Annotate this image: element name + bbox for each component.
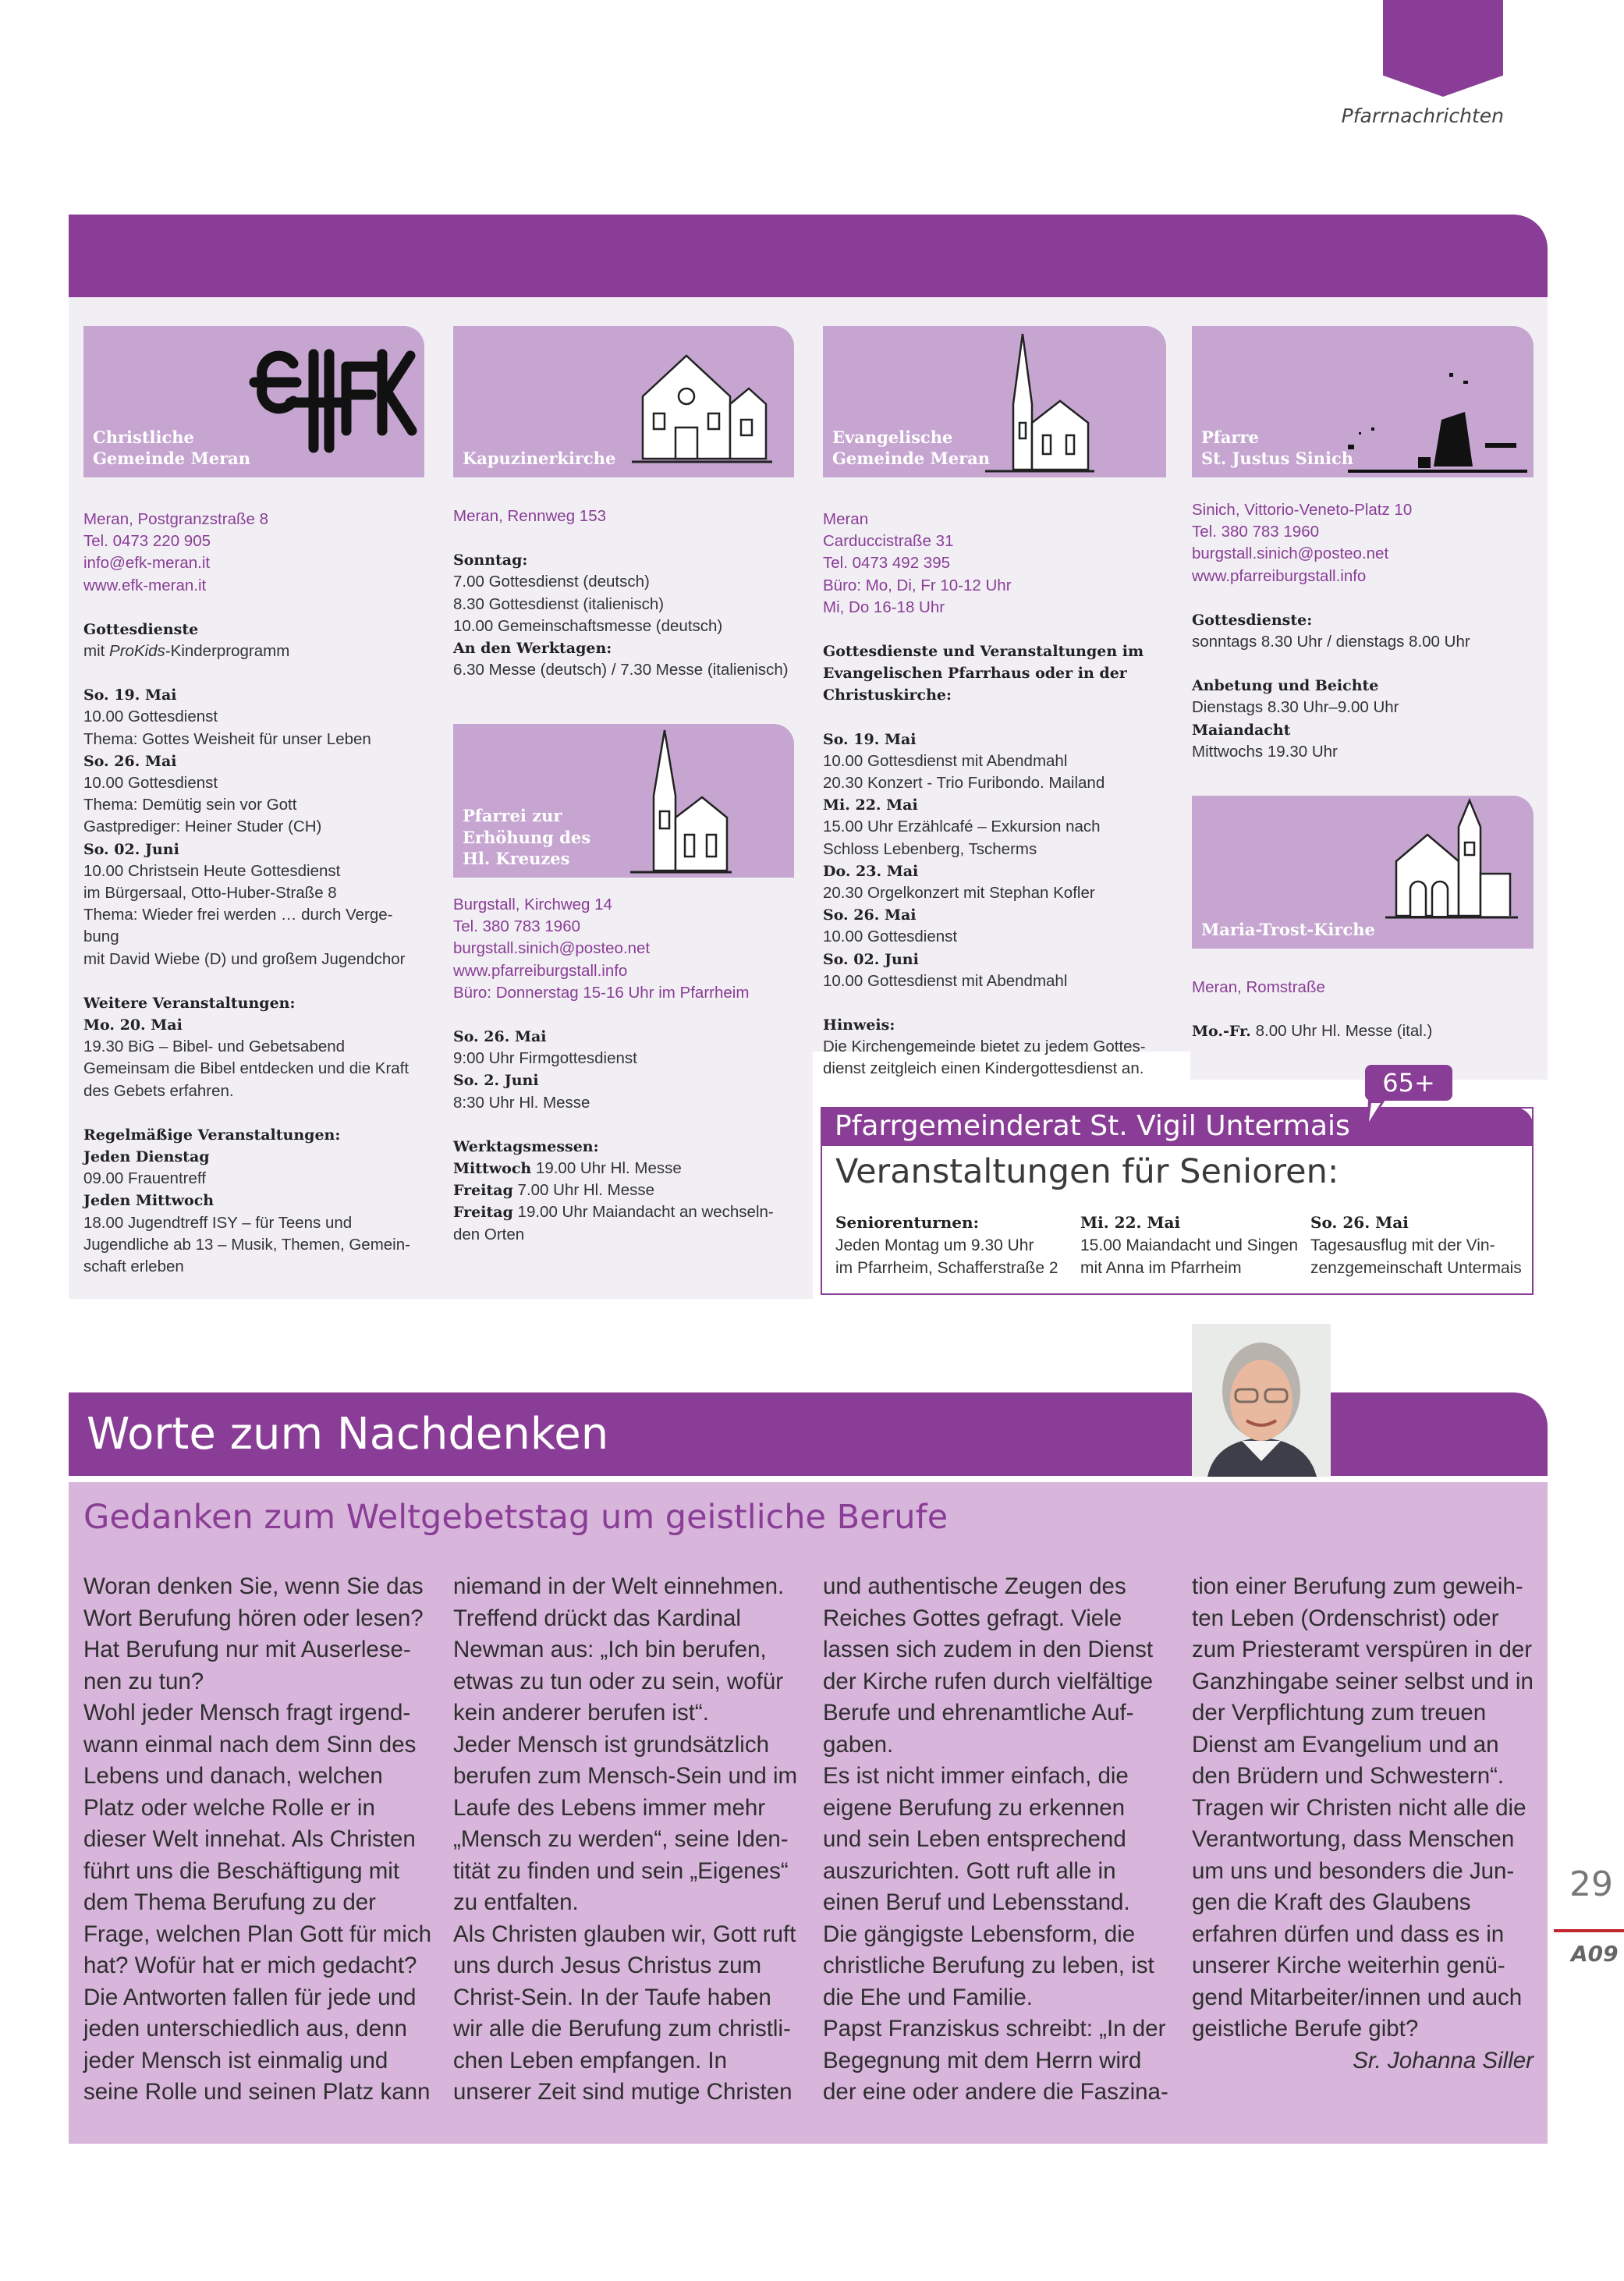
date: Mo. 20. Mai (83, 1016, 183, 1034)
text-line: hat? Wofür hat er mich gedacht? (83, 1953, 417, 1978)
text-line: gend Mitarbeiter/innen und auch (1192, 1984, 1523, 2010)
event-line: des Gebets erfahren. (83, 1081, 234, 1100)
text-line: um uns und besonders die Jun- (1192, 1857, 1515, 1884)
event-line: 8.00 Uhr Hl. Messe (ital.) (1250, 1022, 1433, 1041)
church-maria-icon (1385, 796, 1518, 921)
event-line: sonntags 8.30 Uhr / dienstags 8.00 Uhr (1192, 633, 1470, 651)
worte-subtitle: Gedanken zum Weltgebetstag um geistliche Berufe (83, 1498, 949, 1537)
worte-column-4 (1192, 1571, 1535, 2077)
text-line: Laufe des Lebens immer mehr (453, 1794, 766, 1821)
day: Mittwoch (453, 1160, 532, 1178)
column-efk (83, 509, 427, 1300)
text-line: der eine oder andere die Faszina- (823, 2079, 1168, 2105)
text-line: ten Leben (Ordenschrist) oder (1192, 1605, 1499, 1631)
heading: Gottesdienste (83, 620, 199, 638)
event-line: im Bürgersaal, Otto-Huber-Straße 8 (83, 884, 337, 903)
text-line: jeden unterschiedlich aus, denn (83, 2016, 407, 2042)
event-line: schaft erleben (83, 1258, 184, 1276)
text-line: Begegnung mit dem Herrn wird (823, 2047, 1142, 2073)
text-line: Als Christen glauben wir, Gott ruft (453, 1921, 796, 1947)
event-line: 20.30 Konzert - Trio Furibondo. Mailand (823, 774, 1105, 793)
event-line: 19.30 BiG – Bibel- und Gebetsabend (83, 1038, 346, 1056)
text-line: und sein Leben entsprechend (823, 1826, 1126, 1852)
contact-line: Büro: Donnerstag 15-16 Uhr im Pfarrheim (453, 983, 750, 1002)
heading: Regelmäßige Veranstaltungen: (83, 1126, 341, 1144)
heading: An den Werktagen: (453, 640, 612, 658)
text-line: der Verpflichtung zum treuen (1192, 1700, 1487, 1726)
event-line: 9:00 Uhr Firmgottesdienst (453, 1049, 637, 1068)
text-line: Berufe und ehrenamtliche Auf- (823, 1700, 1134, 1726)
card-kreuzes (453, 724, 794, 878)
event-line: 10.00 Gottesdienst (83, 708, 218, 726)
text-line: Newman aus: „Ich bin berufen, (453, 1637, 767, 1662)
event-line: 18.00 Jugendtreff ISY – für Teens und (83, 1213, 353, 1232)
text-line: Tragen wir Christen nicht alle die (1192, 1794, 1526, 1821)
text: mit (83, 642, 110, 661)
date: Jeden Mittwoch (83, 1192, 215, 1210)
text-line: Reiches Gottes gefragt. Viele (823, 1605, 1122, 1631)
card-title: Pfarre St. Justus Sinich (1201, 427, 1354, 469)
event-line: Dienstags 8.30 Uhr–9.00 Uhr (1192, 698, 1399, 717)
contact-line[interactable]: www.pfarreiburgstall.info (1192, 566, 1367, 585)
card-title: Kapuzinerkirche (463, 449, 616, 469)
text-line: uns durch Jesus Christus zum (453, 1953, 762, 1978)
card-title: Maria-Trost-Kirche (1201, 920, 1375, 940)
text-line: Wort Berufung hören oder lesen? (83, 1605, 424, 1631)
event-line: Tagesausflug mit der Vin- (1310, 1236, 1495, 1254)
contact-line: Meran, Romstraße (1192, 978, 1325, 996)
date: So. 26. Mai (823, 906, 917, 924)
text-line: der Kirche rufen durch vielfältige (823, 1668, 1154, 1694)
contact-line: Meran, Rennweg 153 (453, 507, 607, 525)
text-line: auszurichten. Gott ruft alle in (823, 1857, 1116, 1884)
text-line: lassen sich zudem in den Dienst (823, 1637, 1154, 1662)
contact-line: Tel. 0473 220 905 (83, 532, 211, 551)
column-sinich (1192, 499, 1535, 785)
text-line: christliche Berufung zu leben, ist (823, 1953, 1154, 1978)
text: -Kinderprogramm (165, 642, 290, 661)
card-efk (83, 326, 424, 477)
contact-line[interactable]: burgstall.sinich@posteo.net (453, 939, 651, 958)
contact-line: Carduccistraße 31 (823, 532, 954, 551)
heading: Anbetung und Beichte (1192, 677, 1379, 695)
event-line: 09.00 Frauentreff (83, 1169, 206, 1188)
text-line: Platz oder welche Rolle er in (83, 1794, 375, 1821)
author-signature: Sr. Johanna Siller (1353, 2047, 1534, 2073)
badge-tail-icon (1367, 1100, 1398, 1131)
event-line: 10.00 Christsein Heute Gottesdienst (83, 861, 341, 880)
section-tab (1383, 0, 1503, 97)
text-line: wann einmal nach dem Sinn des (83, 1731, 417, 1758)
text-line: jeder Mensch ist einmalig und (83, 2047, 388, 2073)
event-line: 10.00 Gottesdienst (823, 928, 958, 946)
text-line: Lebens und danach, welchen (83, 1763, 383, 1789)
contact-line: Tel. 0473 492 395 (823, 554, 950, 573)
text-line: kein anderer berufen ist“. (453, 1700, 709, 1726)
contact-line: Tel. 380 783 1960 (1192, 523, 1319, 541)
event-line: 19.00 Uhr Hl. Messe (531, 1159, 682, 1178)
contact-line[interactable]: www.pfarreiburgstall.info (453, 961, 628, 980)
card-title: Evangelische Gemeinde Meran (832, 427, 991, 469)
heading: Mi. 22. Mai (1080, 1213, 1181, 1232)
text-line: Es ist nicht immer einfach, die (823, 1763, 1129, 1789)
card-sinich (1192, 326, 1534, 477)
event-line: den Orten (453, 1225, 525, 1243)
event-line: 20.30 Orgelkonzert mit Stephan Kofler (823, 884, 1095, 903)
text-line: Hat Berufung nur mit Auserlese- (83, 1637, 411, 1662)
text-line: Die Antworten fallen für jede und (83, 1984, 417, 2010)
column-kapuziner (453, 506, 804, 703)
text-line: führt uns die Beschäftigung mit (83, 1857, 400, 1884)
text-line: nen zu tun? (83, 1668, 204, 1694)
text-line: niemand in der Welt einnehmen. (453, 1573, 785, 1599)
event-line: Thema: Wieder frei werden … durch Verge- (83, 906, 393, 924)
text-line: gen die Kraft des Glaubens (1192, 1889, 1471, 1915)
date: Do. 23. Mai (823, 862, 919, 880)
heading: Gottesdienste: (1192, 611, 1313, 629)
contact-line[interactable]: info@efk-meran.it (83, 554, 211, 573)
contact-line: Büro: Mo, Di, Fr 10-12 Uhr (823, 576, 1012, 594)
event-line: 10.00 Gottesdienst mit Abendmahl (823, 971, 1068, 990)
text-line: etwas zu tun oder zu sein, wofür (453, 1668, 784, 1694)
contact-line: Meran (823, 510, 869, 528)
contact-line: Sinich, Vittorio-Veneto-Platz 10 (1192, 501, 1413, 519)
church-steeple-icon (985, 329, 1094, 474)
event-line: 8:30 Uhr Hl. Messe (453, 1093, 590, 1112)
card-maria (1192, 796, 1534, 949)
text-line: Dienst am Evangelium und an (1192, 1731, 1499, 1758)
event-line: 7.00 Uhr Hl. Messe (512, 1181, 655, 1200)
event-line: zenzgemeinschaft Untermais (1310, 1259, 1522, 1277)
text-line: die Ehe und Familie. (823, 1984, 1033, 2010)
event-line: Thema: Demütig sein vor Gott (83, 796, 297, 814)
event-line: Jugendliche ab 13 – Musik, Themen, Gemein- (83, 1235, 410, 1254)
event-line: 7.00 Gottesdienst (deutsch) (453, 573, 650, 591)
text-line: Verantwortung, dass Menschen (1192, 1826, 1515, 1852)
event-line: mit Anna im Pfarrheim (1080, 1259, 1242, 1277)
text-line: einen Beruf und Lebensstand. (823, 1889, 1130, 1915)
text-line: erfahren dürfen und dass es in (1192, 1921, 1505, 1947)
text-line: eigene Berufung zu erkennen (823, 1794, 1126, 1821)
text-line: Ganzhingabe seiner selbst und in (1192, 1668, 1534, 1694)
text-line: „Mensch zu werden“, seine Iden- (453, 1826, 789, 1852)
event-line: Die Kirchengemeinde bietet zu jedem Gottes- (823, 1038, 1146, 1056)
text-line: unserer Kirche weiterhin genü- (1192, 1953, 1505, 1978)
event-line: bung (83, 928, 119, 946)
event-line: 6.30 Messe (deutsch) / 7.30 Messe (italienisch) (453, 661, 789, 679)
top-bar (69, 215, 1548, 297)
column-maria (1192, 977, 1535, 1064)
church-drawing-icon (632, 342, 772, 466)
date: So. 26. Mai (453, 1028, 547, 1046)
event-line: Jeden Montag um 9.30 Uhr (835, 1236, 1034, 1254)
page-divider (1554, 1929, 1624, 1932)
card-kapuziner (453, 326, 794, 477)
church-tower-icon (630, 725, 732, 875)
day: Freitag (453, 1182, 513, 1200)
day: Mo.-Fr. (1192, 1023, 1251, 1041)
age-badge: 65+ (1365, 1065, 1452, 1101)
event-line: Gemeinsam die Bibel entdecken und die Kraft (83, 1059, 410, 1078)
text-line: gaben. (823, 1731, 894, 1758)
card-title: Christliche Gemeinde Meran (93, 427, 251, 469)
date: So. 26. Mai (83, 752, 177, 770)
event-line: 8.30 Gottesdienst (italienisch) (453, 594, 665, 613)
heading: So. 26. Mai (1310, 1213, 1409, 1232)
event-line: 15.00 Uhr Erzählcafé – Exkursion nach (823, 818, 1101, 836)
heading: Weitere Veranstaltungen: (83, 994, 296, 1012)
event-line: 10.00 Gottesdienst mit Abendmahl (823, 751, 1068, 770)
worte-title: Worte zum Nachdenken (69, 1392, 1548, 1476)
text-line: dieser Welt innehat. Als Christen (83, 1826, 416, 1852)
date: Jeden Dienstag (83, 1148, 210, 1166)
text-line: geistliche Berufe gibt? (1192, 2016, 1419, 2042)
event-line: Gastprediger: Heiner Studer (CH) (83, 818, 322, 836)
church-sketch-icon (1348, 357, 1527, 474)
text-line: Die gängigste Lebensform, die (823, 1921, 1136, 1947)
card-title: Pfarrei zur Erhöhung des Hl. Kreuzes (463, 805, 591, 869)
efk-logo-icon (245, 345, 418, 456)
heading: Christuskirche: (823, 686, 952, 704)
contact-line: Tel. 380 783 1960 (453, 917, 580, 936)
event-line: Thema: Gottes Weisheit für unser Leben (83, 729, 371, 748)
text-line: wir alle die Berufung zum christli- (453, 2016, 791, 2042)
date: Mi. 22. Mai (823, 796, 918, 814)
date: So. 19. Mai (83, 686, 177, 704)
contact-line: Burgstall, Kirchweg 14 (453, 896, 612, 913)
text-line: zu entfalten. (453, 1889, 579, 1915)
text-line: unserer Zeit sind mutige Christen (453, 2079, 792, 2105)
text-line: seine Rolle und seinen Platz kann (83, 2079, 431, 2105)
issue-code: A09 (1571, 1941, 1619, 1967)
event-line: im Pfarrheim, Schafferstraße 2 (835, 1259, 1058, 1277)
event-line: Schloss Lebenberg, Tscherms (823, 839, 1037, 858)
event-line: 15.00 Maiandacht und Singen (1080, 1236, 1299, 1254)
text-line: tität zu finden und sein „Eigenes“ (453, 1857, 789, 1884)
text-line: und authentische Zeugen des (823, 1573, 1126, 1599)
worte-column-1 (83, 1571, 434, 2109)
heading: Sonntag: (453, 552, 528, 569)
heading: Gottesdienste und Veranstaltungen im (823, 643, 1144, 661)
column-kreuzes (453, 894, 804, 1268)
contact-line[interactable]: burgstall.sinich@posteo.net (1192, 545, 1389, 563)
seniors-col (835, 1211, 1069, 1279)
text-line: Papst Franziskus schreibt: „In der (823, 2016, 1166, 2042)
event-line: Mittwochs 19.30 Uhr (1192, 742, 1338, 761)
event-line: mit David Wiebe (D) und großem Jugendchor (83, 949, 406, 968)
worte-column-2 (453, 1571, 804, 2109)
event-line: 10.00 Gottesdienst (83, 774, 218, 793)
date: So. 02. Juni (83, 840, 179, 858)
event-line: 19.00 Uhr Maiandacht an wechseln- (512, 1203, 774, 1222)
event-line: dienst zeitgleich einen Kindergottesdienst an. (823, 1059, 1144, 1078)
text-line: Treffend drückt das Kardinal (453, 1605, 741, 1631)
text-line: berufen zum Mensch-Sein und im (453, 1763, 798, 1789)
text-line: tion einer Berufung zum geweih- (1192, 1573, 1523, 1599)
date: So. 2. Juni (453, 1072, 539, 1090)
page-number: 29 (1569, 1864, 1613, 1904)
heading: Evangelischen Pfarrhaus oder in der (823, 665, 1127, 683)
portrait-icon (1192, 1324, 1331, 1477)
heading: Maiandacht (1192, 721, 1291, 739)
day: Freitag (453, 1204, 513, 1222)
column-evang (823, 509, 1182, 1102)
text-line: Jeder Mensch ist grundsätzlich (453, 1731, 769, 1758)
seniors-header: Pfarrgemeinderat St. Vigil Untermais (821, 1107, 1534, 1146)
text-line: den Brüdern und Schwestern“. (1192, 1763, 1505, 1789)
heading: Hinweis: (823, 1016, 895, 1034)
seniors-title: Veranstaltungen für Senioren: (835, 1152, 1339, 1191)
text: ProKids (109, 642, 165, 661)
author-photo (1192, 1324, 1331, 1477)
worte-column-3 (823, 1571, 1174, 2109)
text-line: Frage, welchen Plan Gott für mich (83, 1921, 431, 1947)
date: So. 19. Mai (823, 730, 917, 748)
text-line: Woran denken Sie, wenn Sie das (83, 1573, 424, 1599)
text-line: Christ-Sein. In der Taufe haben (453, 1984, 771, 2010)
text-line: dem Thema Berufung zu der (83, 1889, 376, 1915)
seniors-col (1080, 1211, 1307, 1279)
text-line: chen Leben empfangen. In (453, 2047, 728, 2073)
contact-line: Meran, Postgranzstraße 8 (83, 510, 268, 528)
heading: Werktagsmessen: (453, 1137, 599, 1155)
heading: Seniorenturnen: (835, 1213, 979, 1232)
date: So. 02. Juni (823, 950, 919, 968)
section-label: Pfarrnachrichten (1341, 105, 1504, 127)
text-line: Wohl jeder Mensch fragt irgend- (83, 1700, 411, 1726)
contact-line: Mi, Do 16-18 Uhr (823, 598, 945, 616)
text-line: zum Priesteramt verspüren in der (1192, 1637, 1533, 1662)
seniors-col (1310, 1211, 1530, 1279)
event-line: 10.00 Gemeinschaftsmesse (deutsch) (453, 616, 723, 635)
card-evang (823, 326, 1166, 477)
contact-line[interactable]: www.efk-meran.it (83, 576, 207, 594)
